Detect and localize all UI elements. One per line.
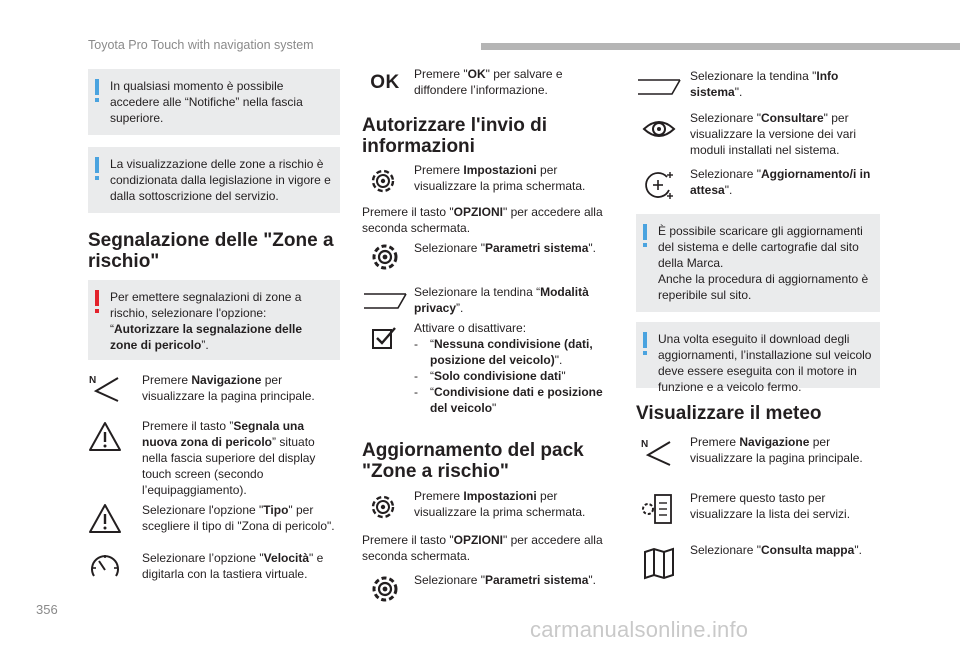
list-item: - “Nessuna condivisione (dati, posizione del veicolo)". [414,337,593,367]
svg-text:N: N [641,439,649,450]
warning-triangle-icon [86,502,124,536]
note-text: È possibile scaricare gli aggiornamenti del sistema e delle cartografie dal sito della Marca. [658,224,863,270]
services-icon [638,492,676,526]
step-navigazione-meteo: Premere Navigazione per visualizzare la pagina principale. [690,435,863,465]
step-impostazioni-2: Premere Impostazioni per visualizzare la prima schermata. [414,489,586,519]
section-heading-autorizzare: Autorizzare l'invio di informazioni [362,115,548,157]
para-opzioni: Premere il tasto "OPZIONI" per accedere alla seconda schermata. [362,205,603,235]
info-note-installazione [636,322,880,394]
step-parametri-sistema: Selezionare "Parametri sistema". [414,241,596,255]
info-marker-icon [95,157,99,173]
ok-icon: OK [370,72,400,93]
note-text: La visualizzazione delle zone a rischio è condizionata dalla legislazione in vigore e dalla sottoscrizione del servizio. [110,157,331,203]
step-velocita: Selezionare l’opzione "Velocità" e digitarla con la tastiera virtuale. [142,551,324,581]
warning-triangle-icon [86,420,124,454]
step-impostazioni: Premere Impostazioni per visualizzare la prima schermata. [414,163,586,193]
warning-marker-icon [95,290,99,306]
gear-icon [364,490,402,524]
update-icon [640,168,678,202]
section-heading-zone-rischio: Segnalazione delle "Zone a rischio" [88,230,334,272]
step-ok: Premere "OK" per salvare e diffondere l’informazione. [414,67,563,97]
step-consultare: Selezionare "Consultare" per visualizzare la versione dei vari moduli installati nel sistema. [690,111,857,157]
step-attivare [414,320,606,416]
step-consulta-mappa: Selezionare "Consulta mappa". [690,543,862,557]
note-text: Anche la procedura di aggiornamento è reperibile sul sito. [658,272,869,302]
svg-text:N: N [89,375,97,386]
step-parametri-sistema-2: Selezionare "Parametri sistema". [414,573,596,587]
note-text: Per emettere segnalazioni di zone a rischio, selezionare l'opzione: “Autorizzare la segnalazione delle zone di pericolo”. [110,290,303,352]
gear-icon [366,572,404,606]
para-opzioni-2: Premere il tasto "OPZIONI" per accedere alla seconda schermata. [362,533,603,563]
step-segnala-zona: Premere il tasto ”Segnala una nuova zona di pericolo” situato nella fascia superiore del display touch screen (secondo l’equipaggiamento). [142,419,316,497]
page-number: 356 [36,602,58,617]
info-note-notifications [88,69,340,135]
step-tipo: Selezionare l'opzione "Tipo" per scegliere il tipo di "Zona di pericolo". [142,503,335,533]
list-item: - “Condivisione dati e posizione del veicolo" [414,385,603,415]
running-header-title: Toyota Pro Touch with navigation system [88,38,314,52]
list-item: - “Solo condivisione dati" [414,369,566,383]
gear-icon [364,164,402,198]
step-aggiornamenti-attesa: Selezionare "Aggiornamento/i in attesa". [690,167,871,197]
section-heading-meteo: Visualizzare il meteo [636,403,822,424]
info-note-legislation [88,147,340,213]
tab-icon [636,70,682,104]
info-note-download [636,214,880,312]
step-lista-servizi: Premere questo tasto per visualizzare la lista dei servizi. [690,491,851,521]
info-marker-icon [643,332,647,348]
step-navigazione: Premere Navigazione per visualizzare la pagina principale. [142,373,315,403]
navigation-arrow-icon [86,372,124,406]
eye-icon [640,112,678,146]
tab-icon [362,284,408,318]
section-heading-aggiornamento: Aggiornamento del pack "Zone a rischio" [362,440,584,482]
info-marker-icon [643,224,647,240]
note-text: Una volta eseguito il download degli aggiornamenti, l’installazione sul veicolo deve essere eseguita con il motore in funzione e a veicolo fermo. [658,332,872,394]
step-info-sistema: Selezionare la tendina "Info sistema". [690,69,839,99]
header-bar [481,43,960,50]
map-icon [640,546,678,580]
step-modalita-privacy: Selezionare la tendina “Modalità privacy”. [414,285,589,315]
gear-icon [366,240,404,274]
info-marker-icon [95,79,99,95]
step-intro: Attivare o disattivare: [414,321,527,335]
note-text: In qualsiasi momento è possibile accedere alle “Notifiche” nella fascia superiore. [110,79,303,125]
navigation-arrow-icon [638,436,676,470]
watermark: carmanualsonline.info [530,617,749,642]
speedometer-icon [86,550,124,584]
warning-note-segnalazioni [88,280,340,360]
checkbox-icon [364,320,402,354]
